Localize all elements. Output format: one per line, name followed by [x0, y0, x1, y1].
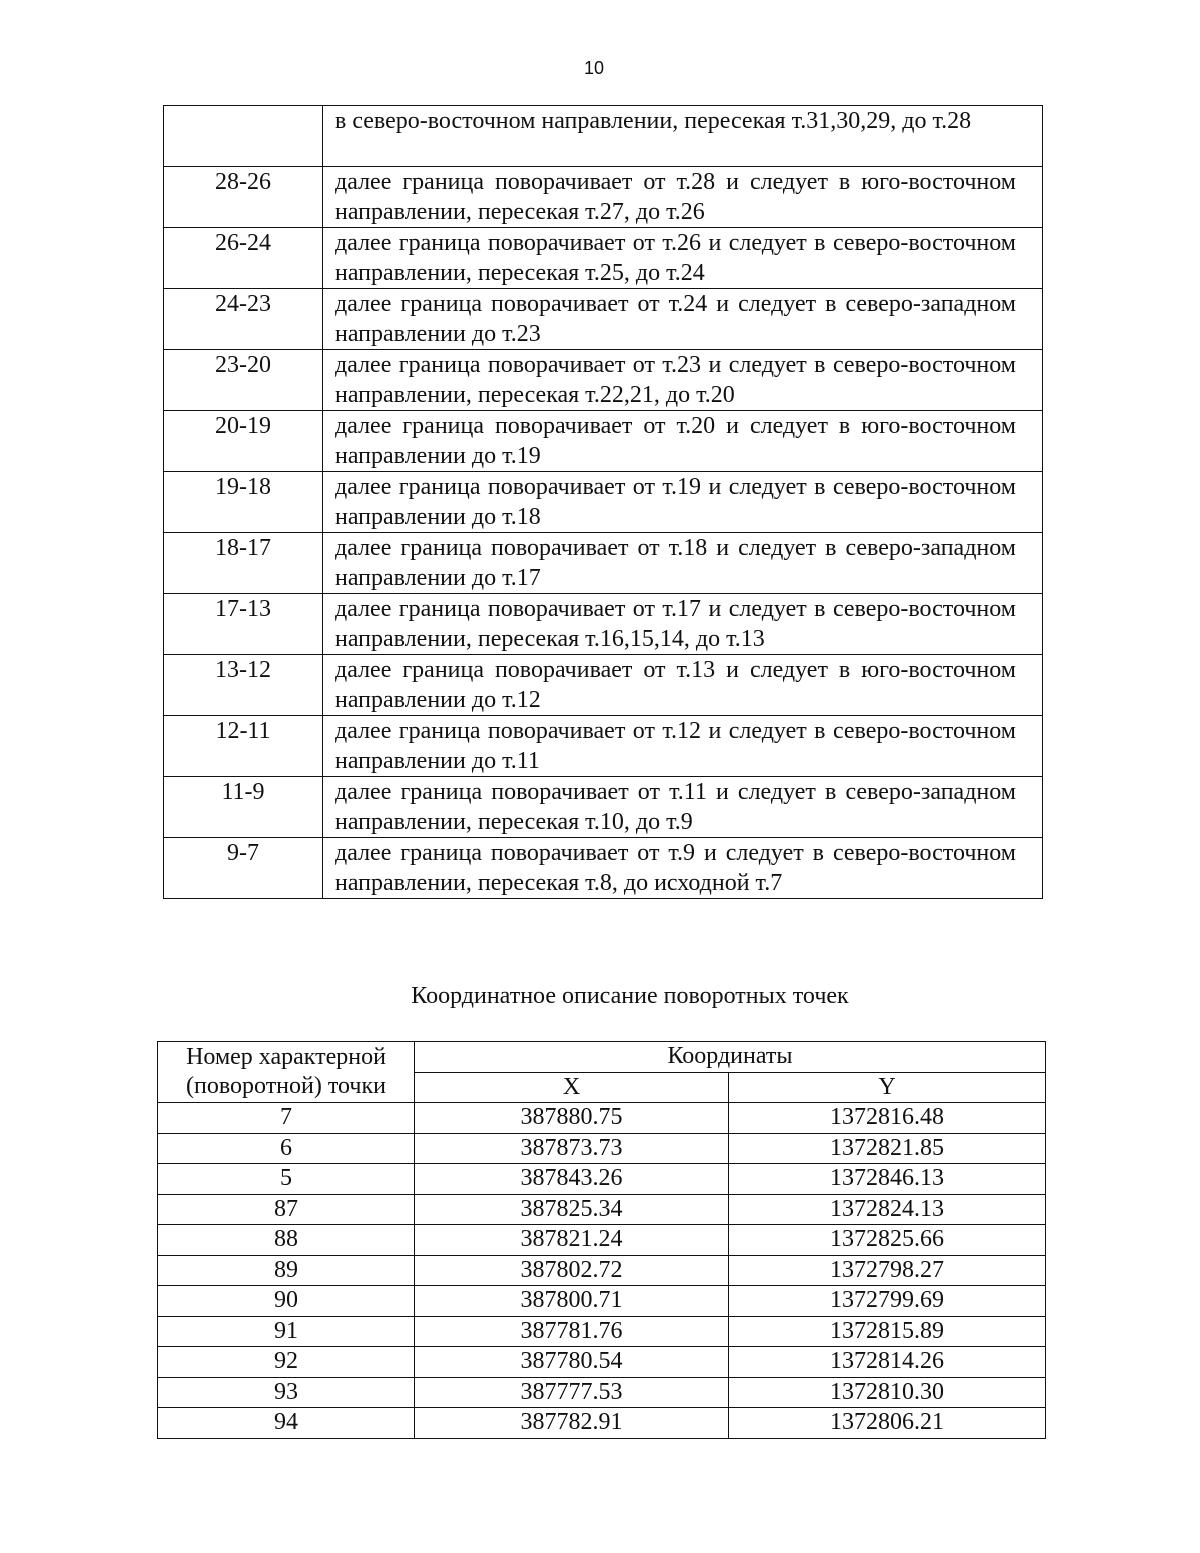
y-cell: 1372810.30 [729, 1377, 1046, 1408]
description-cell: далее граница поворачивает от т.24 и следует в северо-западном направлении до т.23 [323, 289, 1043, 350]
description-cell: в северо-восточном направлении, пересекая т.31,30,29, до т.28 [323, 106, 1043, 167]
boundary-row [164, 533, 1043, 594]
description-cell: далее граница поворачивает от т.9 и следует в северо-восточном направлении, пересекая т.8, до исходной т.7 [323, 838, 1043, 899]
point-cell: 7 [158, 1103, 415, 1134]
description-cell: далее граница поворачивает от т.18 и следует в северо-западном направлении до т.17 [323, 533, 1043, 594]
point-cell: 94 [158, 1408, 415, 1439]
coordinate-row [158, 1255, 1046, 1286]
header-x: X [415, 1072, 729, 1103]
boundary-description-table [163, 105, 1043, 899]
coordinate-row [158, 1164, 1046, 1195]
segment-cell: 18-17 [164, 533, 323, 594]
point-cell: 87 [158, 1194, 415, 1225]
segment-cell: 13-12 [164, 655, 323, 716]
coordinate-row [158, 1225, 1046, 1256]
point-cell: 90 [158, 1286, 415, 1317]
x-cell: 387781.76 [415, 1316, 729, 1347]
x-cell: 387780.54 [415, 1347, 729, 1378]
segment-cell: 23-20 [164, 350, 323, 411]
boundary-row [164, 472, 1043, 533]
description-cell: далее граница поворачивает от т.17 и следует в северо-восточном направлении, пересекая т.16,15,14, до т.13 [323, 594, 1043, 655]
header-point-number: Номер характерной (поворотной) точки [158, 1042, 415, 1103]
segment-cell: 20-19 [164, 411, 323, 472]
coordinate-row [158, 1103, 1046, 1134]
description-cell: далее граница поворачивает от т.11 и следует в северо-западном направлении, пересекая т.10, до т.9 [323, 777, 1043, 838]
y-cell: 1372815.89 [729, 1316, 1046, 1347]
coordinate-row [158, 1133, 1046, 1164]
boundary-row [164, 289, 1043, 350]
header-coordinates: Координаты [415, 1042, 1046, 1073]
coordinate-row [158, 1408, 1046, 1439]
point-cell: 91 [158, 1316, 415, 1347]
coordinates-table [157, 1041, 1046, 1439]
y-cell: 1372799.69 [729, 1286, 1046, 1317]
y-cell: 1372798.27 [729, 1255, 1046, 1286]
header-y: Y [729, 1072, 1046, 1103]
boundary-row [164, 594, 1043, 655]
boundary-row [164, 655, 1043, 716]
boundary-row [164, 716, 1043, 777]
segment-cell: 28-26 [164, 167, 323, 228]
x-cell: 387843.26 [415, 1164, 729, 1195]
segment-cell [164, 106, 323, 167]
coordinate-row [158, 1316, 1046, 1347]
coordinate-row [158, 1286, 1046, 1317]
segment-cell: 12-11 [164, 716, 323, 777]
y-cell: 1372824.13 [729, 1194, 1046, 1225]
y-cell: 1372825.66 [729, 1225, 1046, 1256]
boundary-row [164, 411, 1043, 472]
coordinate-row [158, 1194, 1046, 1225]
description-cell: далее граница поворачивает от т.28 и следует в юго-восточном направлении, пересекая т.27, до т.26 [323, 167, 1043, 228]
section-title: Координатное описание поворотных точек [411, 983, 849, 1009]
boundary-row [164, 838, 1043, 899]
segment-cell: 11-9 [164, 777, 323, 838]
y-cell: 1372816.48 [729, 1103, 1046, 1134]
page-number: 10 [583, 58, 605, 78]
point-cell: 93 [158, 1377, 415, 1408]
x-cell: 387800.71 [415, 1286, 729, 1317]
x-cell: 387782.91 [415, 1408, 729, 1439]
point-cell: 5 [158, 1164, 415, 1195]
coordinates-table-header [158, 1042, 1046, 1103]
point-cell: 92 [158, 1347, 415, 1378]
segment-cell: 19-18 [164, 472, 323, 533]
boundary-row [164, 167, 1043, 228]
description-cell: далее граница поворачивает от т.23 и следует в северо-восточном направлении, пересекая т.22,21, до т.20 [323, 350, 1043, 411]
x-cell: 387821.24 [415, 1225, 729, 1256]
segment-cell: 9-7 [164, 838, 323, 899]
x-cell: 387873.73 [415, 1133, 729, 1164]
y-cell: 1372806.21 [729, 1408, 1046, 1439]
description-cell: далее граница поворачивает от т.20 и следует в юго-восточном направлении до т.19 [323, 411, 1043, 472]
segment-cell: 17-13 [164, 594, 323, 655]
boundary-row [164, 106, 1043, 167]
boundary-row [164, 350, 1043, 411]
coordinate-row [158, 1347, 1046, 1378]
boundary-table-body [164, 106, 1043, 899]
segment-cell: 24-23 [164, 289, 323, 350]
point-cell: 88 [158, 1225, 415, 1256]
boundary-row [164, 777, 1043, 838]
boundary-row [164, 228, 1043, 289]
coordinates-table-body [158, 1103, 1046, 1439]
y-cell: 1372846.13 [729, 1164, 1046, 1195]
coordinate-row [158, 1377, 1046, 1408]
x-cell: 387777.53 [415, 1377, 729, 1408]
y-cell: 1372821.85 [729, 1133, 1046, 1164]
point-cell: 89 [158, 1255, 415, 1286]
description-cell: далее граница поворачивает от т.13 и следует в юго-восточном направлении до т.12 [323, 655, 1043, 716]
description-cell: далее граница поворачивает от т.12 и следует в северо-восточном направлении до т.11 [323, 716, 1043, 777]
x-cell: 387825.34 [415, 1194, 729, 1225]
x-cell: 387880.75 [415, 1103, 729, 1134]
y-cell: 1372814.26 [729, 1347, 1046, 1378]
point-cell: 6 [158, 1133, 415, 1164]
description-cell: далее граница поворачивает от т.19 и следует в северо-восточном направлении до т.18 [323, 472, 1043, 533]
segment-cell: 26-24 [164, 228, 323, 289]
x-cell: 387802.72 [415, 1255, 729, 1286]
description-cell: далее граница поворачивает от т.26 и следует в северо-восточном направлении, пересекая т.25, до т.24 [323, 228, 1043, 289]
